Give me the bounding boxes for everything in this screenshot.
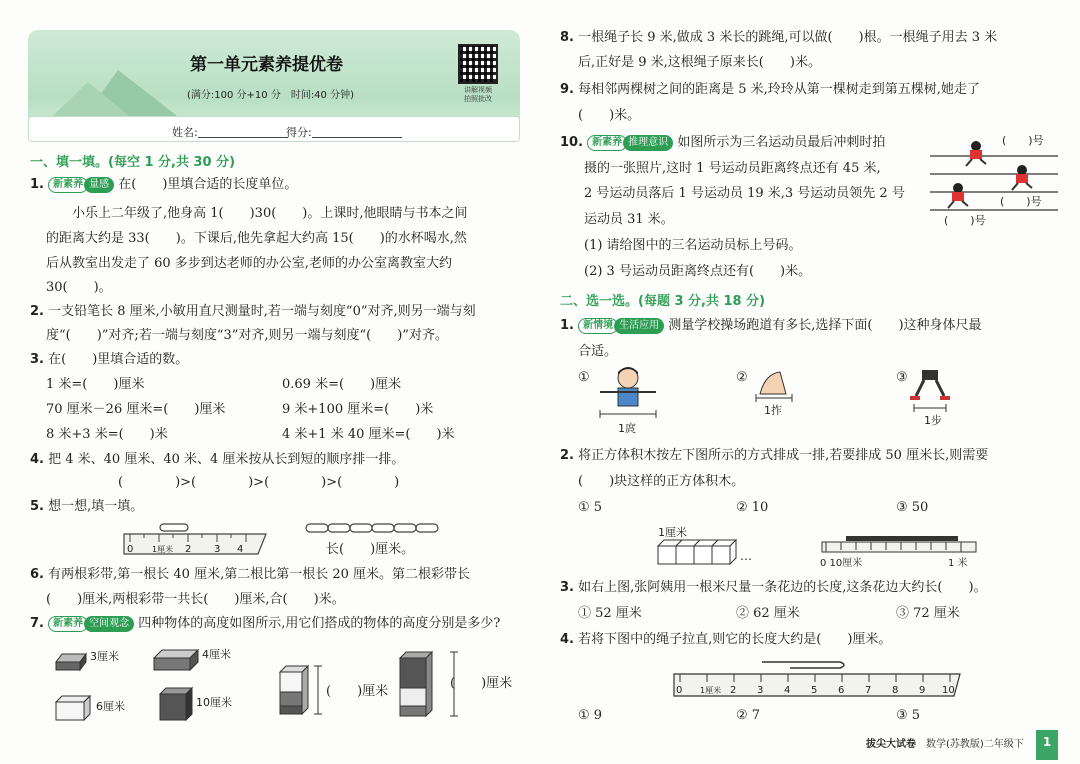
s1-q7-stem: 7. 新素养 空间观念 四种物体的高度如图所示,用它们搭成的物体的高度分别是多少? [30,616,501,631]
option-label: 1步 [924,414,942,427]
qr-label: 讲解视频 拍照批改 [464,86,492,103]
q10-line3: 2 号运动员落后 1 号运动员 19 米,3 号运动员领先 2 号 [584,186,905,201]
s1-q5-ruler-figure [122,522,272,556]
ellipsis: … [740,549,752,563]
ruler-tick-label: 9 [919,685,926,696]
s2-q4-option[interactable]: ① 9 [578,708,603,723]
name-field[interactable]: 姓名: [172,124,288,140]
footer-subject: 数学(苏教版)二年级下 [926,739,1024,750]
qr-code-icon[interactable] [458,44,498,84]
s1-q1-line3: 后从教室出发走了 60 多步到达老师的办公室,老师的办公室离教室大约 [46,256,452,271]
runner-icon [948,183,968,208]
s2-q1-option[interactable]: ③ [896,370,908,385]
footer-brand: 拔尖大试卷 [866,739,916,750]
s1-q5-chain-figure [304,522,444,534]
ruler-tick-label: 2 [730,685,737,696]
s2-q3-stem: 3. 如右上图,张阿姨用一根米尺量一条花边的长度,这条花边大约长( )。 [560,580,987,595]
ruler-tick-label: 3 [757,685,764,696]
s1-q3-item: 9 米+100 厘米=( )米 [282,402,434,417]
ruler-tick-label: 0 [676,685,683,696]
section2-title: 二、选一选。(每题 3 分,共 18 分) [560,294,766,309]
s1-q2-line1: 2. 一支铅笔长 8 厘米,小敏用直尺测量时,若一端与刻度“0”对齐,则另一端与刻 [30,304,476,319]
ruler-tick-label: 0 [127,544,134,555]
ruler-label: 0 10厘米 [820,558,863,569]
runner-icon [966,141,986,166]
runner-label: ( )号 [1000,195,1042,208]
hand-span-icon [760,372,786,394]
s2-q2-option[interactable]: ③ 50 [896,500,929,515]
s2-q1-option[interactable]: ② [736,370,748,385]
ruler-tick-label: 7 [865,685,872,696]
s2-q1-option[interactable]: ① [578,370,590,385]
ruler-tick-label: 2 [185,544,192,555]
s2-q2-line2: ( )块这样的正方体积木。 [578,474,745,489]
block-label: 3厘米 [90,650,119,663]
s1-q1-stem: 1. 新素养 量感 在( )里填合适的长度单位。 [30,177,298,192]
ribbon-shape [160,524,188,531]
s2-q1-body-measure-figure [590,364,980,436]
ruler-tick-label: 4 [784,685,791,696]
runner-icon [1012,165,1032,190]
s1-q3-item: 4 米+1 米 40 厘米=( )米 [282,427,455,442]
s1-q3-item: 0.69 米=( )厘米 [282,377,402,392]
ruler-tick-label: 3 [214,544,221,555]
q10-line2: 摄的一张照片,这时 1 号运动员距离终点还有 45 米, [584,161,881,176]
ruler-tick-label: 10 [942,685,955,696]
ruler-tick-label: 8 [892,685,899,696]
s1-q1-line4: 30( )。 [46,280,112,295]
s1-q3-stem: 3. 在( )里填合适的数。 [30,352,189,367]
q9-line1: 9. 每相邻两棵树之间的距离是 5 米,玲玲从第一棵树走到第五棵树,她走了 [560,82,980,97]
s1-q2-line2: 度“( )”对齐;若一端与刻度“3”对齐,则另一端与刻度“( )”对齐。 [46,328,448,343]
s2-q4-option[interactable]: ③ 5 [896,708,921,723]
block-label: 6厘米 [96,700,125,713]
cube-label: 1厘米 [658,526,687,539]
s2-q4-stem: 4. 若将下图中的绳子拉直,则它的长度大约是( )厘米。 [560,632,892,647]
s1-q6-line2: ( )厘米,两根彩带一共长( )厘米,合( )米。 [46,592,345,607]
q8-line2: 后,正好是 9 米,这根绳子原来长( )米。 [578,55,821,70]
ruler-label: 1 米 [948,558,968,569]
s2-q2-option[interactable]: ② 10 [736,500,769,515]
ruler-tick-label: 4 [237,544,244,555]
rope-shape [762,662,844,668]
ruler-tick-label: 5 [811,685,818,696]
s1-q6-line1: 6. 有两根彩带,第一根长 40 厘米,第二根比第一根长 20 厘米。第二根彩带长 [30,567,471,582]
s2-q4-rope-ruler-figure [670,656,970,700]
s2-q2-line1: 2. 将正方体积木按左下图所示的方式排成一排,若要排成 50 厘米长,则需要 [560,448,989,463]
s2-q1-line2: 合适。 [578,344,618,359]
runner-label: ( )号 [1002,134,1044,147]
s2-q4-option[interactable]: ② 7 [736,708,761,723]
q8-line1: 8. 一根绳子长 9 米,做成 3 米长的跳绳,可以做( )根。一根绳子用去 3 米 [560,30,998,45]
q10-sub1: (1) 请给图中的三名运动员标上号码。 [584,238,802,253]
ruler-tick-label: 1厘米 [152,545,174,554]
block-label: 4厘米 [202,648,231,661]
page-title: 第一单元素养提优卷 [190,55,343,75]
q10-sub2: (2) 3 号运动员距离终点还有( )米。 [584,264,812,279]
s1-q1-line2: 的距离大约是 33( )。下课后,他先拿起大约高 15( )的水杯喝水,然 [46,231,467,246]
q10-line4: 运动员 31 米。 [584,212,674,227]
s1-q3-item: 1 米=( )厘米 [46,377,145,392]
s1-q1-line1: 小乐上二年级了,他身高 1( )30( )。上课时,他眼睛与书本之间 [72,206,468,221]
q9-line2: ( )米。 [578,108,641,123]
s1-q7-answer1: ( )厘米 [326,684,389,699]
block-label: 10厘米 [196,696,232,709]
q10-race-figure [930,128,1060,228]
ruler-tick-label: 1厘米 [700,686,722,695]
s1-q4-stem: 4. 把 4 米、40 厘米、40 米、4 厘米按从长到短的顺序排一排。 [30,452,405,467]
s2-q1-line1: 1. 新情境 生活应用 测量学校操场跑道有多长,选择下面( )这种身体尺最 [560,318,982,333]
section1-title: 一、填一填。(每空 1 分,共 30 分) [30,155,236,170]
s1-q7-answer2: ( )厘米 [450,676,513,691]
step-icon [910,370,950,400]
s1-q5-stem: 5. 想一想,填一填。 [30,499,144,514]
s2-q3-option[interactable]: ① 52 厘米 [578,606,642,621]
ruler-shape [124,534,266,554]
ruler-tick-label: 6 [838,685,845,696]
s1-q3-item: 70 厘米－26 厘米=( )厘米 [46,402,226,417]
child-icon [600,367,656,406]
s2-q3-option[interactable]: ③ 72 厘米 [896,606,960,621]
s1-q4-blanks: ( )>( )>( )>( ) [118,475,400,490]
s1-q5-answer: 长( )厘米。 [326,542,415,557]
q10-line1: 10. 新素养 推理意识 如图所示为三名运动员最后冲刺时拍 [560,135,886,150]
score-field[interactable]: 得分: [286,124,402,140]
lace-strip [846,536,958,541]
runner-label: ( )号 [944,214,986,227]
s2-q2-option[interactable]: ① 5 [578,500,603,515]
s2-q3-option[interactable]: ② 62 厘米 [736,606,800,621]
page-subtitle: (满分:100 分+10 分 时间:40 分钟) [187,90,354,101]
page-number: 1 [1036,730,1058,760]
s1-q3-item: 8 米+3 米=( )米 [46,427,168,442]
option-label: 1庹 [618,422,636,435]
s2-q2-figure [656,522,986,570]
option-label: 1拃 [764,404,782,417]
